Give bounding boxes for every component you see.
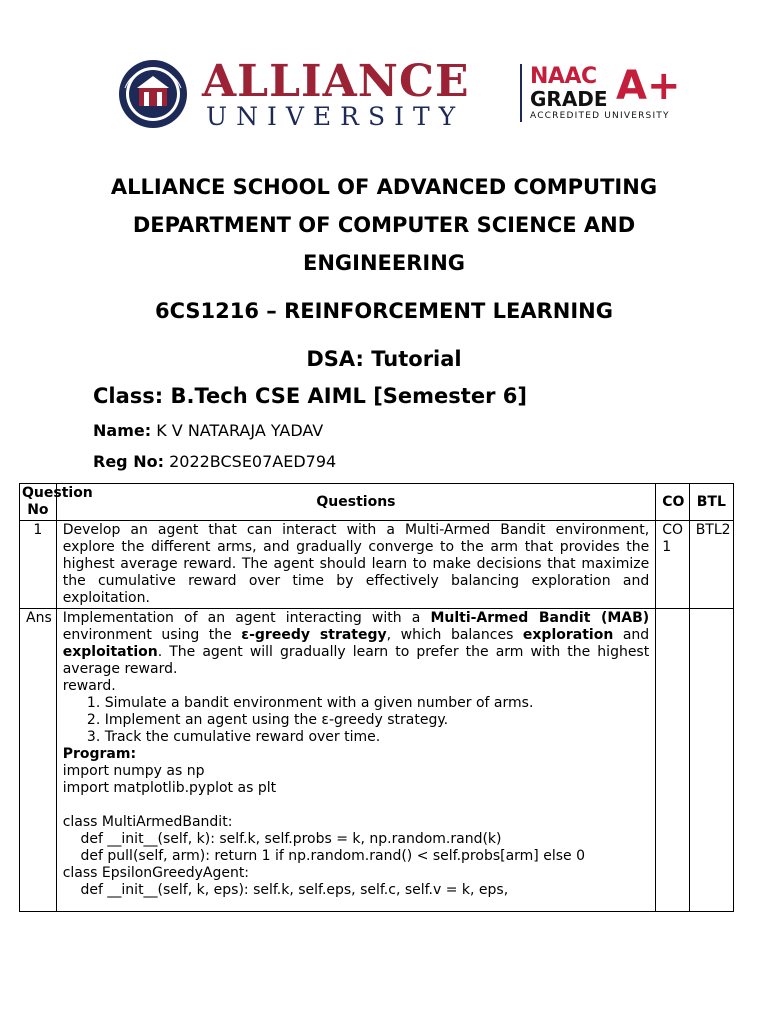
department-title-line2: ENGINEERING: [302, 251, 466, 275]
question-btl: BTL2: [689, 521, 733, 609]
alliance-wordmark: [202, 56, 470, 131]
logo-university-text: UNIVERSITY: [206, 102, 465, 131]
school-title: ALLIANCE SCHOOL OF ADVANCED COMPUTING: [110, 175, 658, 199]
intro-bold: ε-greedy strategy: [241, 627, 387, 643]
reg-label: Reg No:: [93, 452, 164, 471]
header-co: CO: [656, 484, 689, 521]
list-item: 1. Simulate a bandit environment with a given number of arms.: [105, 695, 650, 712]
steps-list: [63, 695, 650, 746]
name-value: K V NATARAJA YADAV: [156, 421, 324, 440]
reward-line: reward.: [62, 678, 116, 694]
intro-part: . The agent will gradually learn to prefer the arm with the highest average reward.: [62, 644, 650, 677]
list-item: 2. Implement an agent using the ε-greedy strategy.: [105, 712, 650, 729]
header-questions: Questions: [56, 484, 656, 521]
program-code: import numpy as np import matplotlib.pyplot as plt class MultiArmedBandit: def __init__(self, k): self.k, self.probs = k, np.random.rand(k) def pull(self, arm): return 1 if np.random.rand() < self.probs[arm] else 0 class EpsilonGreedyAgent: def __init__(self, k, eps): self.k, self.eps, self.c, self.v = k, eps,: [62, 763, 585, 898]
intro-bold: exploration: [522, 627, 614, 643]
department-title-line1: DEPARTMENT OF COMPUTER SCIENCE AND: [132, 213, 636, 237]
answer-label: Ans: [20, 609, 57, 912]
intro-bold: exploitation: [62, 644, 158, 660]
assignment-title: DSA: Tutorial: [306, 347, 462, 371]
naac-text: NAAC: [530, 64, 597, 89]
header-btl: BTL: [689, 484, 733, 521]
answer-btl: [689, 609, 733, 912]
list-item: 3. Track the cumulative reward over time.: [105, 729, 650, 746]
answer-intro: [63, 610, 650, 678]
intro-part: environment using the: [62, 627, 242, 643]
table-row: [20, 521, 734, 609]
intro-part: , which balances: [386, 627, 523, 643]
intro-part: Implementation of an agent interacting with a: [62, 610, 431, 626]
table-row: [20, 609, 734, 912]
header-question-no: Question No: [20, 484, 57, 521]
logo-alliance-text: ALLIANCE: [202, 56, 470, 107]
intro-part: and: [613, 627, 650, 643]
header-logos: [110, 58, 700, 130]
program-label: Program:: [62, 746, 137, 762]
logo-divider: [520, 64, 522, 122]
table-header-row: [20, 484, 734, 521]
question-number: 1: [20, 521, 57, 609]
accredited-text: ACCREDITED UNIVERSITY: [530, 111, 670, 121]
class-line: Class: B.Tech CSE AIML [Semester 6]: [93, 384, 527, 408]
student-reg: [93, 451, 336, 473]
university-seal-icon: [110, 58, 196, 130]
course-title: 6CS1216 – REINFORCEMENT LEARNING: [155, 299, 613, 323]
answer-co: [656, 609, 689, 912]
question-text: Develop an agent that can interact with a Multi-Armed Bandit environment, explore the different arms, and gradually converge to the arm that provides the highest average reward. The agent should learn to make decisions that maximize the cumulative reward over time by effectively balancing exploration and exploitation.: [56, 521, 656, 609]
reg-value: 2022BCSE07AED794: [169, 452, 337, 471]
grade-text: GRADE: [530, 87, 608, 111]
grade-value: A+: [616, 63, 681, 109]
question-co: CO 1: [656, 521, 689, 609]
intro-bold: Multi-Armed Bandit (MAB): [430, 610, 650, 626]
student-name: [93, 420, 323, 442]
question-table: [19, 483, 734, 912]
name-label: Name:: [93, 421, 152, 440]
answer-content: [56, 609, 656, 912]
